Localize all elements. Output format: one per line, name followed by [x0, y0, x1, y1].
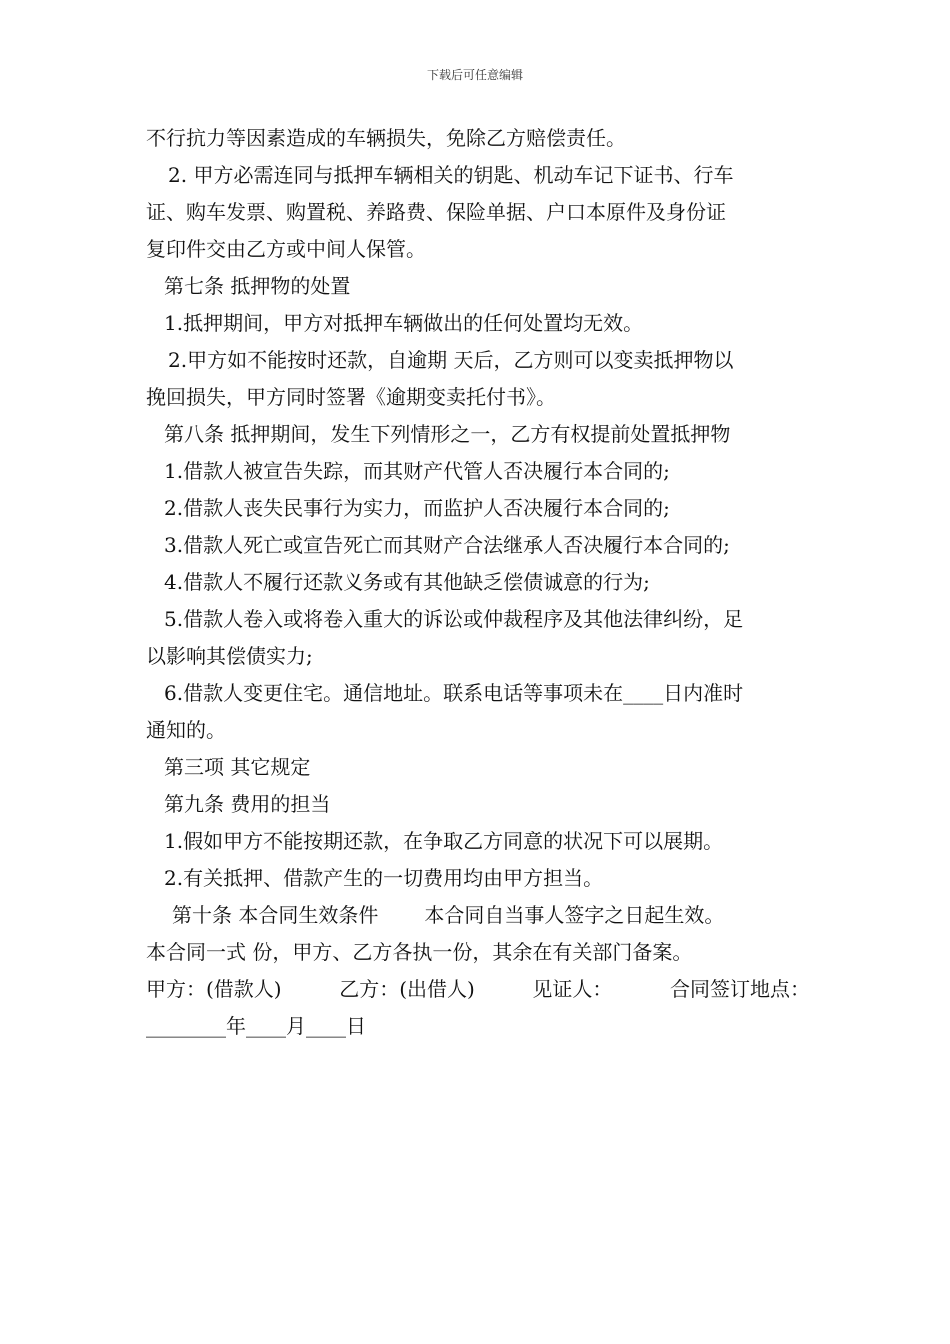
text-line: 以影响其偿债实力; — [146, 644, 313, 668]
party-b-label: 乙方：(出借人) — [339, 977, 475, 1001]
section-heading: 第三项 其它规定 — [164, 755, 311, 779]
page-header: 下载后可任意编辑 — [426, 68, 523, 82]
text-line: 挽回损失，甲方同时签署《逾期变卖托付书》。 — [146, 385, 556, 409]
article-ten-title: 第十条 本合同生效条件 — [172, 903, 379, 927]
text-line: 1.借款人被宣告失踪，而其财产代管人否决履行本合同的; — [164, 459, 670, 483]
text-line: 复印件交由乙方或中间人保管。 — [146, 237, 426, 261]
text-line: 4.借款人不履行还款义务或有其他缺乏偿债诚意的行为; — [164, 570, 650, 594]
date-line: ________年____月____日 — [146, 1014, 366, 1038]
signing-place-label: 合同签订地点： — [670, 977, 810, 1001]
text-line: 2.甲方如不能按时还款，自逾期 天后，乙方则可以变卖抵押物以 — [168, 348, 734, 372]
signature-row — [146, 971, 810, 1008]
text-line: 6.借款人变更住宅。通信地址。联系电话等事项未在____日内准时 — [164, 681, 744, 705]
document-body — [146, 120, 810, 1045]
section-heading: 第八条 抵押期间，发生下列情形之一，乙方有权提前处置抵押物 — [164, 422, 731, 446]
text-line: 1.假如甲方不能按期还款，在争取乙方同意的状况下可以展期。 — [164, 829, 724, 853]
article-ten-line — [146, 897, 810, 934]
text-line: 2. 甲方必需连同与抵押车辆相关的钥匙、机动车记下证书、行车 — [168, 163, 734, 187]
text-line: 3.借款人死亡或宣告死亡而其财产合法继承人否决履行本合同的; — [164, 533, 730, 557]
witness-label: 见证人： — [532, 977, 613, 1001]
text-line: 证、购车发票、购置税、养路费、保险单据、户口本原件及身份证 — [146, 200, 726, 224]
article-ten-effective: 本合同自当事人签字之日起生效。 — [424, 903, 725, 927]
section-heading: 第九条 费用的担当 — [164, 792, 331, 816]
text-line: 5.借款人卷入或将卷入重大的诉讼或仲裁程序及其他法律纠纷，足 — [164, 607, 744, 631]
copies-line: 本合同一式 份，甲方、乙方各执一份，其余在有关部门备案。 — [146, 940, 693, 964]
text-line: 不行抗力等因素造成的车辆损失，免除乙方赔偿责任。 — [146, 126, 626, 150]
text-line: 2.借款人丧失民事行为实力，而监护人否决履行本合同的; — [164, 496, 670, 520]
section-heading: 第七条 抵押物的处置 — [164, 274, 351, 298]
party-a-label: 甲方：(借款人) — [146, 977, 282, 1001]
text-line: 2.有关抵押、借款产生的一切费用均由甲方担当。 — [164, 866, 604, 890]
text-line: 通知的。 — [146, 718, 226, 742]
text-line: 1.抵押期间，甲方对抵押车辆做出的任何处置均无效。 — [164, 311, 644, 335]
